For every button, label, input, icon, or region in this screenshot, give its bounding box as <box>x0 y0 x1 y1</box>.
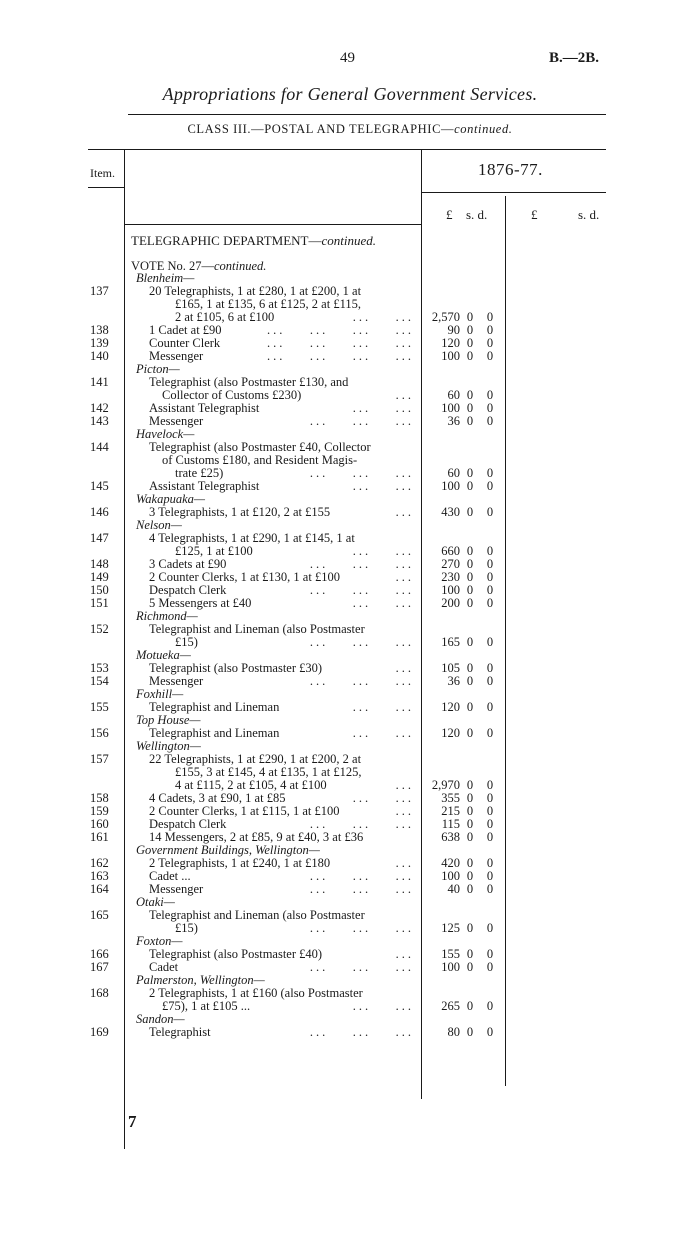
row-description: Telegraphist and Lineman <box>149 700 280 714</box>
dot-leader: ... <box>395 778 414 792</box>
pounds-value: 2,970 <box>431 778 460 792</box>
table-row <box>0 675 700 688</box>
pence-value: 0 <box>486 700 494 714</box>
row-description: of Customs £180, and Resident Magis- <box>162 453 358 467</box>
table-top-rule <box>88 149 606 150</box>
item-number: 163 <box>90 869 109 883</box>
row-description: Assistant Telegraphist <box>149 479 260 493</box>
row-description: £15) <box>175 921 198 935</box>
dot-leader: ... ... <box>352 999 414 1013</box>
row-description: Cadet <box>149 960 179 974</box>
pence-value: 0 <box>486 674 494 688</box>
table-row <box>0 506 700 519</box>
item-number: 160 <box>90 817 109 831</box>
dot-leader: ... ... ... <box>309 635 414 649</box>
pence-value: 0 <box>486 817 494 831</box>
pence-value: 0 <box>486 570 494 584</box>
pounds-value: 430 <box>441 505 460 519</box>
sd-header: s. d. <box>466 207 488 222</box>
shillings-value: 0 <box>466 323 474 337</box>
row-description: 3 Cadets at £90 <box>149 557 227 571</box>
dot-leader: ... ... ... ... <box>267 323 414 337</box>
shillings-value: 0 <box>466 466 474 480</box>
row-description: £125, 1 at £100 <box>175 544 253 558</box>
row-description: Collector of Customs £230) <box>162 388 302 402</box>
row-description: Telegraphist and Lineman (also Postmaster <box>149 908 365 922</box>
table-row <box>0 532 700 545</box>
row-description: 4 Cadets, 3 at £90, 1 at £85 <box>149 791 286 805</box>
shillings-value: 0 <box>466 1025 474 1039</box>
shillings-value: 0 <box>466 830 474 844</box>
dot-leader: ... ... ... <box>309 817 414 831</box>
class-heading-continued: continued. <box>454 122 513 136</box>
row-description: 4 Telegraphists, 1 at £290, 1 at £145, 1 at <box>149 531 355 545</box>
item-number: 147 <box>90 531 109 545</box>
pence-value: 0 <box>486 336 494 350</box>
shillings-value: 0 <box>466 921 474 935</box>
pounds-value: 230 <box>441 570 460 584</box>
row-description: Telegraphist and Lineman (also Postmaster <box>149 622 365 636</box>
sd-header-2: s. d. <box>578 207 600 222</box>
row-description: 3 Telegraphists, 1 at £120, 2 at £155 <box>149 505 331 519</box>
dot-leader: ... ... ... <box>309 1025 414 1039</box>
shillings-value: 0 <box>466 401 474 415</box>
item-number: 153 <box>90 661 109 675</box>
pounds-value: 355 <box>441 791 460 805</box>
place-heading: Top House— <box>136 713 201 727</box>
pounds-value: 60 <box>447 466 460 480</box>
shillings-value: 0 <box>466 544 474 558</box>
page-number: 49 <box>340 50 355 66</box>
shillings-value: 0 <box>466 635 474 649</box>
class-heading <box>0 122 700 137</box>
pence-value: 0 <box>486 401 494 415</box>
pence-value: 0 <box>486 557 494 571</box>
pence-value: 0 <box>486 791 494 805</box>
table-row <box>0 636 700 649</box>
shillings-value: 0 <box>466 778 474 792</box>
item-number: 157 <box>90 752 109 766</box>
dot-leader: ... ... <box>352 401 414 415</box>
pence-value: 0 <box>486 544 494 558</box>
dot-leader: ... ... <box>352 700 414 714</box>
department-name: TELEGRAPHIC DEPARTMENT— <box>131 233 322 248</box>
pence-value: 0 <box>486 830 494 844</box>
shillings-value: 0 <box>466 583 474 597</box>
pence-value: 0 <box>486 466 494 480</box>
shillings-value: 0 <box>466 557 474 571</box>
pounds-value: 125 <box>441 921 460 935</box>
shillings-value: 0 <box>466 388 474 402</box>
pounds-value: 120 <box>441 336 460 350</box>
pound-header: £ <box>446 207 453 222</box>
place-heading: Motueka— <box>136 648 191 662</box>
pounds-value: 90 <box>447 323 460 337</box>
item-number: 167 <box>90 960 109 974</box>
table-row <box>0 922 700 935</box>
item-number: 140 <box>90 349 109 363</box>
pence-value: 0 <box>486 778 494 792</box>
item-number: 162 <box>90 856 109 870</box>
dot-leader: ... ... ... <box>309 921 414 935</box>
pence-value: 0 <box>486 388 494 402</box>
table-row <box>0 350 700 363</box>
table-row <box>0 1026 700 1039</box>
place-heading: Foxhill— <box>136 687 184 701</box>
row-description: Assistant Telegraphist <box>149 401 260 415</box>
table-row <box>0 480 700 493</box>
shillings-value: 0 <box>466 726 474 740</box>
item-number: 161 <box>90 830 109 844</box>
dot-leader: ... ... ... <box>309 414 414 428</box>
pence-value: 0 <box>486 882 494 896</box>
pence-value: 0 <box>486 310 494 324</box>
pounds-value: 40 <box>447 882 460 896</box>
place-heading: Sandon— <box>136 1012 185 1026</box>
dot-leader: ... ... ... <box>309 882 414 896</box>
table-row <box>0 376 700 389</box>
row-description: Telegraphist (also Postmaster £30) <box>149 661 323 675</box>
row-description: 4 at £115, 2 at £105, 4 at £100 <box>175 778 327 792</box>
item-number: 143 <box>90 414 109 428</box>
shillings-value: 0 <box>466 869 474 883</box>
pounds-value: 270 <box>441 557 460 571</box>
table-row <box>0 1000 700 1013</box>
row-description: £75), 1 at £105 ... <box>162 999 251 1013</box>
item-number: 169 <box>90 1025 109 1039</box>
pounds-value: 80 <box>447 1025 460 1039</box>
pounds-value: 165 <box>441 635 460 649</box>
table-row <box>0 883 700 896</box>
row-description: Messenger <box>149 349 204 363</box>
row-description: 2 at £105, 6 at £100 <box>175 310 275 324</box>
pence-value: 0 <box>486 804 494 818</box>
shillings-value: 0 <box>466 505 474 519</box>
item-number: 142 <box>90 401 109 415</box>
table-row <box>0 597 700 610</box>
row-description: Despatch Clerk <box>149 817 227 831</box>
pounds-value: 60 <box>447 388 460 402</box>
pence-value: 0 <box>486 635 494 649</box>
pence-value: 0 <box>486 856 494 870</box>
item-header-underline <box>88 187 124 188</box>
row-description: 2 Telegraphists, 1 at £160 (also Postmaster <box>149 986 363 1000</box>
shillings-value: 0 <box>466 856 474 870</box>
dot-leader: ... ... <box>352 310 414 324</box>
table-row <box>0 701 700 714</box>
row-description: 2 Telegraphists, 1 at £240, 1 at £180 <box>149 856 331 870</box>
item-number: 159 <box>90 804 109 818</box>
pence-value: 0 <box>486 921 494 935</box>
row-description: 1 Cadet at £90 <box>149 323 222 337</box>
pounds-value: 2,570 <box>431 310 460 324</box>
pounds-value: 420 <box>441 856 460 870</box>
item-number: 138 <box>90 323 109 337</box>
item-number: 139 <box>90 336 109 350</box>
dot-leader: ... ... ... <box>309 869 414 883</box>
pounds-value: 215 <box>441 804 460 818</box>
shillings-value: 0 <box>466 947 474 961</box>
vote-continued: continued. <box>213 259 267 273</box>
pence-value: 0 <box>486 596 494 610</box>
shillings-value: 0 <box>466 817 474 831</box>
pence-value: 0 <box>486 414 494 428</box>
dot-leader: ... <box>395 947 414 961</box>
pence-value: 0 <box>486 960 494 974</box>
shillings-value: 0 <box>466 479 474 493</box>
item-number: 154 <box>90 674 109 688</box>
place-heading: Wakapuaka— <box>136 492 205 506</box>
dot-leader: ... ... ... <box>309 674 414 688</box>
pounds-value: 36 <box>447 414 460 428</box>
item-number: 152 <box>90 622 109 636</box>
vote-number: VOTE No. 27— <box>131 259 214 273</box>
item-column-header: Item. <box>90 166 115 180</box>
row-description: £165, 1 at £135, 6 at £125, 2 at £115, <box>175 297 361 311</box>
table-row <box>0 831 700 844</box>
pounds-value: 155 <box>441 947 460 961</box>
item-number: 165 <box>90 908 109 922</box>
dot-leader: ... ... ... ... <box>267 349 414 363</box>
item-number: 164 <box>90 882 109 896</box>
shillings-value: 0 <box>466 700 474 714</box>
row-description: Messenger <box>149 882 204 896</box>
item-number: 148 <box>90 557 109 571</box>
item-number: 166 <box>90 947 109 961</box>
place-heading: Richmond— <box>136 609 198 623</box>
class-heading-main: CLASS III.—POSTAL AND TELEGRAPHIC— <box>187 122 455 136</box>
department-rule <box>124 224 421 225</box>
pounds-value: 200 <box>441 596 460 610</box>
dot-leader: ... <box>395 856 414 870</box>
pence-value: 0 <box>486 726 494 740</box>
pounds-value: 120 <box>441 726 460 740</box>
pence-value: 0 <box>486 479 494 493</box>
dot-leader: ... <box>395 661 414 675</box>
place-heading: Nelson— <box>136 518 182 532</box>
row-description: £15) <box>175 635 198 649</box>
dot-leader: ... ... ... <box>309 583 414 597</box>
shillings-value: 0 <box>466 336 474 350</box>
pounds-value: 660 <box>441 544 460 558</box>
pounds-value: 100 <box>441 349 460 363</box>
pounds-value: 105 <box>441 661 460 675</box>
table-row <box>0 415 700 428</box>
shillings-value: 0 <box>466 414 474 428</box>
pence-value: 0 <box>486 661 494 675</box>
dot-leader: ... ... <box>352 596 414 610</box>
place-heading: Government Buildings, Wellington— <box>136 843 320 857</box>
pounds-value: 100 <box>441 960 460 974</box>
shillings-value: 0 <box>466 349 474 363</box>
shillings-value: 0 <box>466 674 474 688</box>
pounds-value: 100 <box>441 479 460 493</box>
department-continued: continued. <box>321 233 377 248</box>
pence-value: 0 <box>486 947 494 961</box>
row-description: Messenger <box>149 414 204 428</box>
item-number: 144 <box>90 440 109 454</box>
item-number: 151 <box>90 596 109 610</box>
place-heading: Havelock— <box>136 427 195 441</box>
dot-leader: ... <box>395 388 414 402</box>
row-description: Counter Clerk <box>149 336 221 350</box>
row-description: 20 Telegraphists, 1 at £280, 1 at £200, 1 at <box>149 284 362 298</box>
place-heading: Picton— <box>136 362 180 376</box>
row-description: 14 Messengers, 2 at £85, 9 at £40, 3 at £36 <box>149 830 364 844</box>
item-number: 137 <box>90 284 109 298</box>
place-heading: Blenheim— <box>136 271 195 285</box>
dot-leader: ... ... <box>352 726 414 740</box>
item-number: 145 <box>90 479 109 493</box>
place-heading: Wellington— <box>136 739 201 753</box>
row-description: trate £25) <box>175 466 224 480</box>
pounds-value: 265 <box>441 999 460 1013</box>
table-row <box>0 766 700 779</box>
row-description: 2 Counter Clerks, 1 at £115, 1 at £100 <box>149 804 340 818</box>
pounds-value: 100 <box>441 401 460 415</box>
dot-leader: ... <box>395 570 414 584</box>
shillings-value: 0 <box>466 791 474 805</box>
shillings-value: 0 <box>466 999 474 1013</box>
pence-value: 0 <box>486 869 494 883</box>
row-description: 2 Counter Clerks, 1 at £130, 1 at £100 <box>149 570 340 584</box>
pence-value: 0 <box>486 583 494 597</box>
title-rule <box>128 114 606 115</box>
item-number: 156 <box>90 726 109 740</box>
shillings-value: 0 <box>466 882 474 896</box>
year-underline <box>421 192 606 193</box>
row-description: Telegraphist <box>149 1025 211 1039</box>
table-row <box>0 987 700 1000</box>
item-number: 149 <box>90 570 109 584</box>
pounds-value: 120 <box>441 700 460 714</box>
pounds-value: 36 <box>447 674 460 688</box>
pence-value: 0 <box>486 505 494 519</box>
dot-leader: ... ... <box>352 544 414 558</box>
pence-value: 0 <box>486 1025 494 1039</box>
year-heading: 1876-77. <box>478 160 543 179</box>
dot-leader: ... ... ... <box>309 960 414 974</box>
page-title: Appropriations for General Government Services. <box>162 84 538 104</box>
signature-mark: 7 <box>128 1112 137 1131</box>
row-description: Messenger <box>149 674 204 688</box>
pounds-value: 638 <box>441 830 460 844</box>
pence-value: 0 <box>486 349 494 363</box>
row-description: Telegraphist (also Postmaster £40, Collector <box>149 440 371 454</box>
place-heading: Otaki— <box>136 895 175 909</box>
shillings-value: 0 <box>466 804 474 818</box>
pounds-value: 100 <box>441 869 460 883</box>
pence-value: 0 <box>486 323 494 337</box>
dot-leader: ... ... <box>352 479 414 493</box>
row-description: Cadet ... <box>149 869 191 883</box>
table-row <box>0 961 700 974</box>
shillings-value: 0 <box>466 310 474 324</box>
item-number: 168 <box>90 986 109 1000</box>
item-number: 141 <box>90 375 109 389</box>
row-description: Despatch Clerk <box>149 583 227 597</box>
row-description: 5 Messengers at £40 <box>149 596 252 610</box>
pound-header-2: £ <box>531 207 538 222</box>
shillings-value: 0 <box>466 661 474 675</box>
row-description: Telegraphist (also Postmaster £130, and <box>149 375 349 389</box>
dot-leader: ... <box>395 505 414 519</box>
item-number: 150 <box>90 583 109 597</box>
department-heading <box>131 234 376 247</box>
pounds-value: 115 <box>441 817 460 831</box>
place-heading: Foxton— <box>136 934 183 948</box>
item-number: 158 <box>90 791 109 805</box>
document-reference: B.—2B. <box>549 50 600 66</box>
dot-leader: ... ... ... ... <box>267 336 414 350</box>
row-description: Telegraphist (also Postmaster £40) <box>149 947 323 961</box>
item-number: 155 <box>90 700 109 714</box>
table-row <box>0 727 700 740</box>
pence-value: 0 <box>486 999 494 1013</box>
dot-leader: ... ... <box>352 791 414 805</box>
place-heading: Palmerston, Wellington— <box>136 973 265 987</box>
dot-leader: ... <box>395 804 414 818</box>
shillings-value: 0 <box>466 596 474 610</box>
dot-leader: ... ... ... <box>309 466 414 480</box>
dot-leader: ... ... ... <box>309 557 414 571</box>
row-description: £155, 3 at £145, 4 at £135, 1 at £125, <box>175 765 362 779</box>
row-description: 22 Telegraphists, 1 at £290, 1 at £200, 2 at <box>149 752 362 766</box>
row-description: Telegraphist and Lineman <box>149 726 280 740</box>
table-row <box>0 298 700 311</box>
pounds-value: 100 <box>441 583 460 597</box>
shillings-value: 0 <box>466 570 474 584</box>
shillings-value: 0 <box>466 960 474 974</box>
item-number: 146 <box>90 505 109 519</box>
